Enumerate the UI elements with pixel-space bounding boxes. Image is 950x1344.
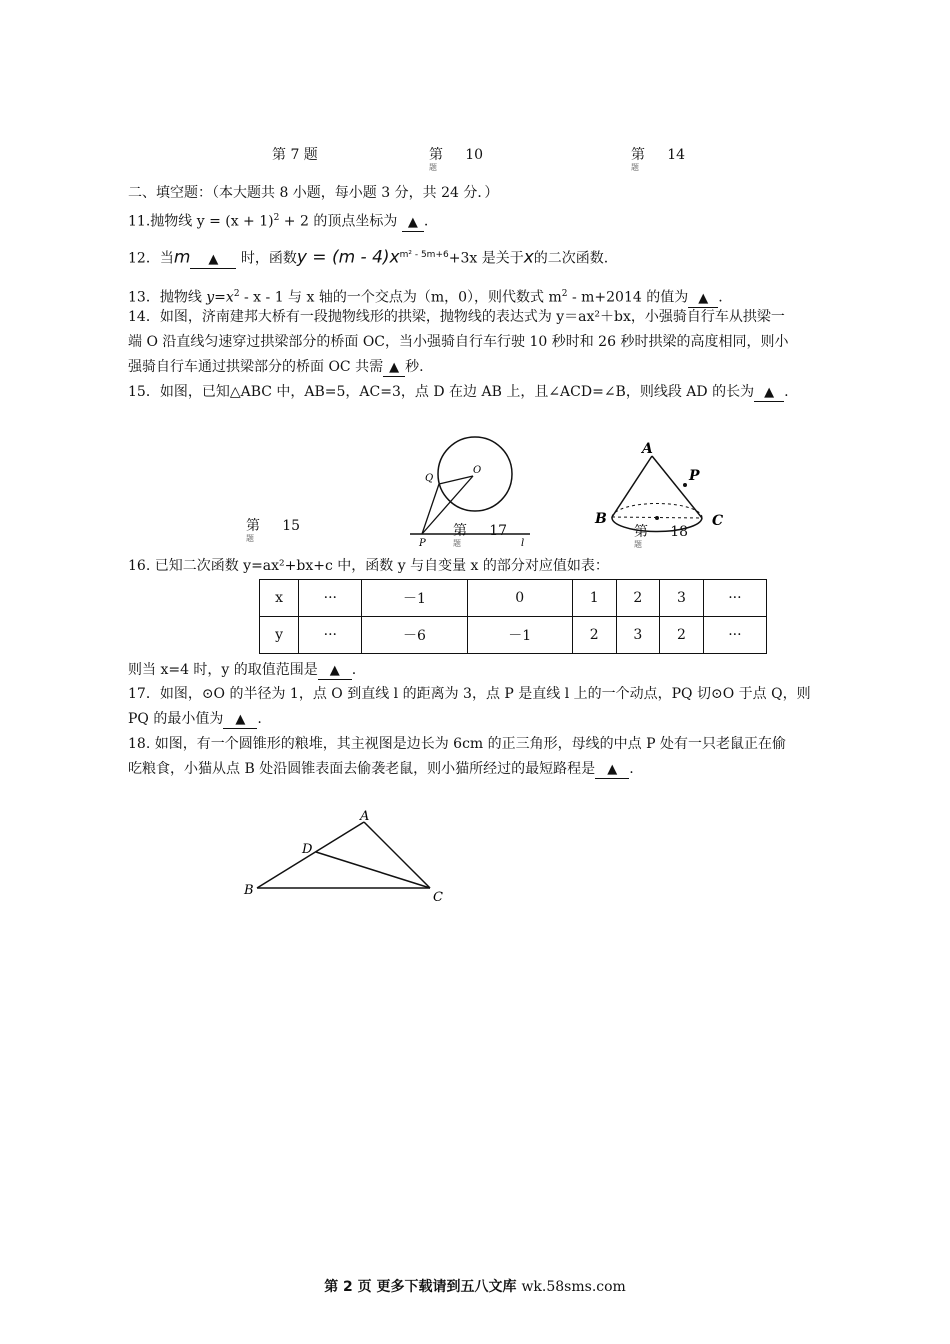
question-14-line2: 端 O 沿直线匀速穿过拱梁部分的桥面 OC，当小强骑自行车行驶 10 秒时和 26 秒时拱梁的高度相同，则小 <box>128 334 789 350</box>
table-cell: －1 <box>362 580 467 617</box>
question-18-line2: 吃粮食，小猫从点 B 处沿圆锥表面去偷袭老鼠，则小猫所经过的最短路程是 ▲ . <box>128 761 634 777</box>
point-p-dot <box>683 483 687 487</box>
value-table <box>259 579 767 654</box>
label-p: P <box>689 468 700 484</box>
segment-pq <box>422 484 439 534</box>
question-18-line1: 18. 如图，有一个圆锥形的粮堆，其主视图是边长为 6cm 的正三角形，母线的中点 P 处有一只老鼠正在偷 <box>128 736 786 752</box>
question-15: 15．如图，已知△ABC 中，AB=5，AC=3，点 D 在边 AB 上，且∠ACD=∠B，则线段 AD 的长为 ▲ . <box>128 384 789 400</box>
answer-blank-15[interactable]: ▲ <box>754 385 784 402</box>
answer-blank-16[interactable]: ▲ <box>318 663 352 680</box>
table-cell: x <box>260 580 299 617</box>
cone-center-dot <box>655 516 659 520</box>
label-q: Q <box>425 473 434 484</box>
cone-edge-left <box>612 456 652 517</box>
label-c: C <box>712 513 724 529</box>
question-16-after: 则当 x=4 时，y 的取值范围是 ▲ . <box>128 662 357 678</box>
label-b: B <box>244 883 254 898</box>
figure-15 <box>240 804 450 908</box>
table-cell: 1 <box>572 580 616 617</box>
footer-site-link[interactable]: wk.58sms.com <box>521 1279 626 1295</box>
table-cell: 3 <box>660 580 704 617</box>
table-cell: ··· <box>299 580 362 617</box>
table-cell: ··· <box>703 580 766 617</box>
table-cell: ··· <box>703 617 766 654</box>
caption-q17: 第 17 题 <box>453 523 508 548</box>
caption-q18: 第 18 题 <box>634 524 689 549</box>
question-14-line1: 14．如图，济南建邦大桥有一段抛物线形的拱梁，抛物线的表达式为 y＝ax²＋bx，小强骑自行车从拱梁一 <box>128 309 785 325</box>
label-a: A <box>360 809 370 824</box>
table-cell: －1 <box>467 617 572 654</box>
answer-blank-11[interactable]: ▲ <box>402 215 424 232</box>
cone-base-back <box>612 503 702 518</box>
table-row <box>260 617 767 654</box>
question-16: 16. 已知二次函数 y=ax²+bx+c 中，函数 y 与自变量 x 的部分对应值如表： <box>128 558 609 574</box>
caption-q7: 第 7 题 <box>272 147 318 163</box>
label-a: A <box>642 441 653 457</box>
label-d: D <box>302 842 313 857</box>
table-cell: y <box>260 617 299 654</box>
question-17-line1: 17．如图，⊙O 的半径为 1，点 O 到直线 l 的距离为 3，点 P 是直线 l 上的一个动点，PQ 切⊙O 于点 Q，则 <box>128 686 811 702</box>
page-footer: 第 2 页 更多下载请到五八文库 wk.58sms.com <box>324 1279 626 1295</box>
table-row <box>260 580 767 617</box>
segment-qo <box>439 476 473 484</box>
question-14-line3: 强骑自行车通过拱梁部分的桥面 OC 共需 ▲ 秒. <box>128 359 424 375</box>
answer-blank-13[interactable]: ▲ <box>688 291 718 308</box>
answer-blank-17[interactable]: ▲ <box>223 712 257 729</box>
table-cell: 2 <box>572 617 616 654</box>
table-cell: －6 <box>362 617 467 654</box>
table-cell: 2 <box>616 580 660 617</box>
answer-blank-18[interactable]: ▲ <box>595 762 629 779</box>
table-cell: 2 <box>660 617 704 654</box>
cone-edge-right <box>652 456 702 518</box>
caption-q15: 第 15 题 <box>246 518 301 543</box>
caption-q10: 第 10 题 <box>429 147 484 172</box>
answer-blank-12[interactable]: ▲ <box>190 252 236 269</box>
section-heading: 二、填空题：（本大题共 8 小题，每小题 3 分，共 24 分．） <box>128 185 499 201</box>
table-cell: 3 <box>616 617 660 654</box>
table-cell: ··· <box>299 617 362 654</box>
label-b: B <box>595 511 607 527</box>
table-cell: 0 <box>467 580 572 617</box>
label-p: P <box>419 538 426 548</box>
question-13: 13．抛物线 $y=x^2 - x - 1$ 与 x 轴的一个交点为（m，0），则代数式 $m^2 - m+2014$ 的值为 ▲ . <box>128 289 723 306</box>
question-11: 11.抛物线 $y = (x + 1)^2 + 2$ 的顶点坐标为 ▲ . <box>128 213 429 230</box>
question-17-line2: PQ 的最小值为 ▲ . <box>128 711 262 727</box>
label-c: C <box>433 890 443 905</box>
caption-q14: 第 14 题 <box>631 147 686 172</box>
answer-blank-14[interactable]: ▲ <box>383 360 405 377</box>
question-12: 12．当m ▲ 时，函数$y = (m - 4)x^{m^2 - 5m+6}+3x$ 是关于x的二次函数. <box>128 247 609 268</box>
label-o: O <box>473 465 482 476</box>
label-l: l <box>521 538 525 548</box>
